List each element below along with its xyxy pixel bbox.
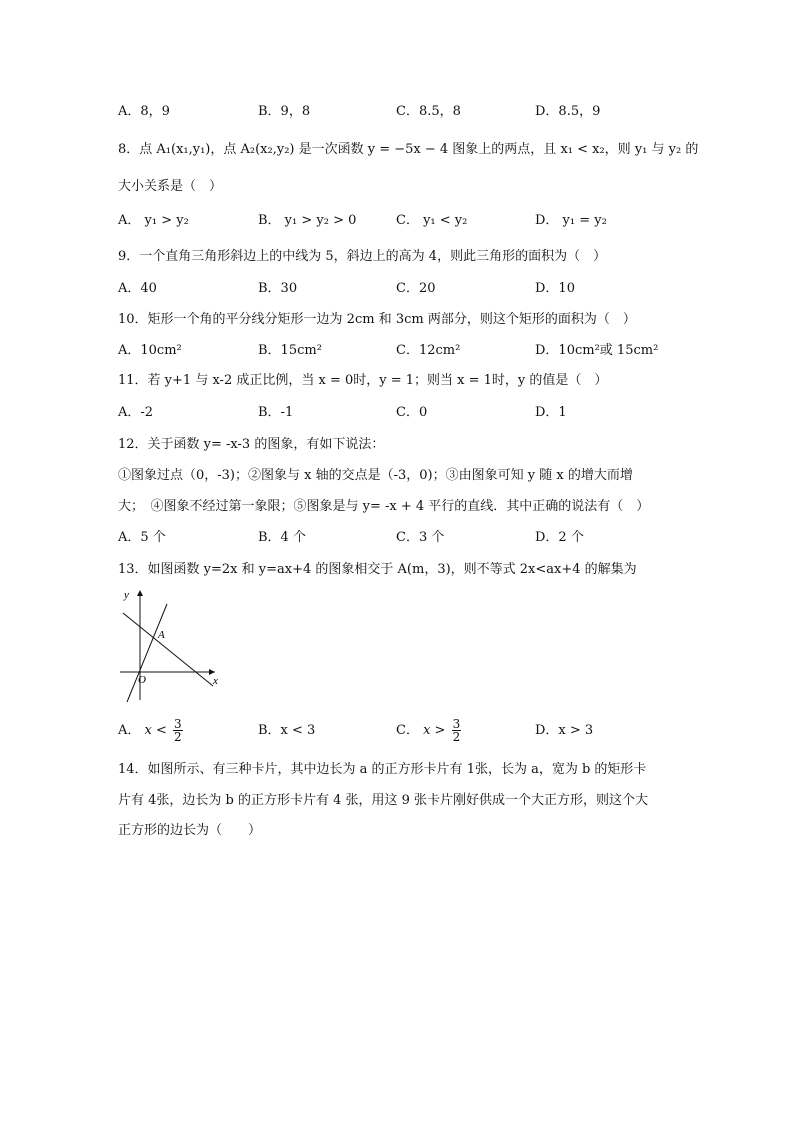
q12-stem: 12．关于函数 y= -x-3 的图象，有如下说法： [118,437,385,452]
q12-statements: ①图象过点（0，-3)；②图象与 x 轴的交点是（-3，0)；③由图象可知 y 随 x 的增大而增 [118,468,633,483]
q14-stem: 14．如图所示、有三种卡片，其中边长为 a 的正方形卡片有 1张，长为 a，宽为 b 的矩形卡 [118,762,647,777]
q13-option-d: D．x > 3 [535,723,594,738]
q10-option-a: A．10cm² [118,343,182,358]
q10-option-b: B．15cm² [258,343,322,358]
q8-stem-cont: 大小关系是（ ） [118,179,223,194]
intersection-point-label: A [158,629,165,641]
q9-option-c: C．20 [396,281,436,296]
origin-label: O [138,674,146,686]
y-axis-label: y [124,589,129,601]
q8-option-a: A． y₁ > y₂ [118,213,189,228]
line-y-ax-plus-4 [123,613,213,686]
q8-option-d: D． y₁ = y₂ [535,213,607,228]
q12-option-d: D．2 个 [535,530,584,545]
q9-option-a: A．40 [118,281,157,296]
q8-option-c: C． y₁ < y₂ [396,213,468,228]
line-y-2x [127,604,167,702]
q13-option-a-prefix: A． [118,723,141,738]
q11-options [118,402,718,424]
q10-option-d: D．10cm²或 15cm² [535,343,659,358]
q7-options [118,101,718,123]
q13-option-b: B．x < 3 [258,723,316,738]
q13-option-a-expr: x < [144,723,167,738]
fraction [173,718,183,743]
q13-stem: 13．如图函数 y=2x 和 y=ax+4 的图象相交于 A(m，3)，则不等式 2x<ax+4 的解集为 [118,562,637,577]
q14-stem-cont2: 正方形的边长为（ ） [118,823,262,838]
q12-statements-cont: 大； ④图象不经过第一象限；⑤图象是与 y= -x + 4 平行的直线．其中正确的说法有（ ） [118,499,650,514]
fraction-denominator: 2 [174,730,182,744]
q11-option-a: A．-2 [118,405,154,420]
q12-option-a: A．5 个 [118,530,166,545]
q10-option-c: C．12cm² [396,343,461,358]
q9-option-b: B．30 [258,281,298,296]
q12-options [118,527,718,549]
q13-option-c-prefix: C． [396,723,419,738]
q8-options [118,210,718,232]
q13-option-c-expr: x > [423,723,446,738]
q9-options [118,278,718,300]
q13-options [118,715,718,747]
q7-option-c: C．8.5，8 [396,104,461,119]
q11-option-d: D．1 [535,405,567,420]
q13-option-a [118,715,183,747]
q9-stem: 9．一个直角三角形斜边上的中线为 5，斜边上的高为 4，则此三角形的面积为（ ） [118,249,607,264]
q11-option-c: C．0 [396,405,428,420]
fraction-numerator: 3 [452,717,461,731]
q9-option-d: D．10 [535,281,575,296]
q8-option-b: B． y₁ > y₂ > 0 [258,213,357,228]
q14-stem-cont: 片有 4张，边长为 b 的正方形卡片有 4 张，用这 9 张卡片刚好供成一个大正方形，则这个大 [118,793,649,808]
q11-stem: 11．若 y+1 与 x-2 成正比例，当 x = 0时，y = 1；则当 x = 1时，y 的值是（ ） [118,373,608,388]
q7-option-d: D．8.5，9 [535,104,601,119]
q8-stem: 8．点 A₁(x₁,y₁)，点 A₂(x₂,y₂) 是一次函数 y = −5x − 4 图象上的两点，且 x₁ < x₂，则 y₁ 与 y₂ 的 [118,142,699,157]
q10-options [118,340,718,362]
y-axis-arrow-icon [137,590,143,596]
q7-option-a: A．8，9 [118,104,170,119]
q13-option-c [396,715,461,747]
x-axis-label: x [213,675,218,687]
q7-option-b: B．9，8 [258,104,311,119]
q11-option-b: B．-1 [258,405,294,420]
q13-graph-figure [115,586,225,704]
q10-stem: 10．矩形一个角的平分线分矩形一边为 2cm 和 3cm 两部分，则这个矩形的面积为（ ） [118,312,636,327]
q12-option-c: C．3 个 [396,530,445,545]
fraction-denominator: 2 [452,730,461,744]
fraction [452,718,462,743]
fraction-numerator: 3 [174,717,182,731]
q12-option-b: B．4 个 [258,530,306,545]
